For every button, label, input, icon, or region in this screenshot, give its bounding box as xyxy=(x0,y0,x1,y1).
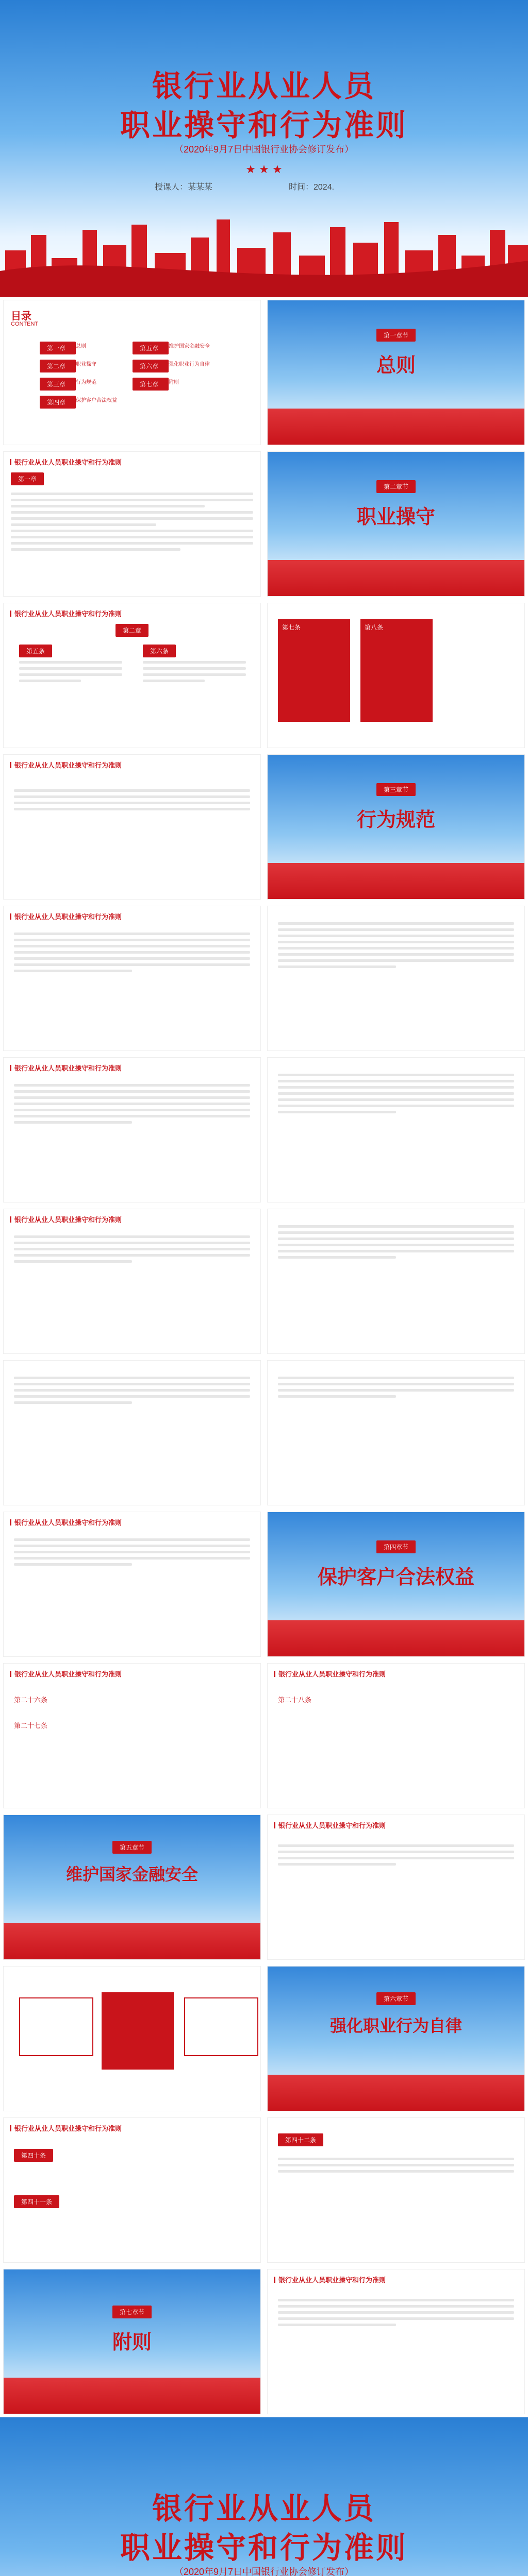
content-slide xyxy=(267,1209,525,1354)
city-band xyxy=(268,2075,524,2111)
running-header: 银行业从业人员职业操守和行为准则 xyxy=(10,1517,122,1527)
contents-item[interactable]: 附则 xyxy=(169,380,179,385)
red-ribbon-graphic xyxy=(0,240,528,297)
article-card xyxy=(19,1997,93,2056)
content-slide-chapter2-a xyxy=(3,603,261,748)
running-header: 银行业从业人员职业操守和行为准则 xyxy=(274,2275,386,2284)
article-label: 第四十二条 xyxy=(278,2133,323,2146)
section-slide-3 xyxy=(267,754,525,900)
closing-title-line2: 职业操守和行为准则 xyxy=(120,2531,408,2565)
stars-decoration: ★ ★ ★ xyxy=(245,163,283,176)
row-chapter2 xyxy=(0,600,528,751)
section-tag: 第六章节 xyxy=(376,1992,416,2005)
cover-speaker: 授课人：某某某 xyxy=(155,183,213,192)
row-contents xyxy=(0,297,528,448)
section-title: 维护国家金融安全 xyxy=(65,1865,198,1884)
contents-item[interactable]: 职业操守 xyxy=(76,362,96,367)
article-label: 第六条 xyxy=(143,645,176,657)
contents-item[interactable]: 强化职业行为自律 xyxy=(169,362,210,367)
content-slide-chapter6-b xyxy=(267,2117,525,2263)
section-slide-2 xyxy=(267,451,525,597)
content-slide-chapter1 xyxy=(3,451,261,597)
row-section7 xyxy=(0,2266,528,2417)
article-label: 第二十七条 xyxy=(14,1722,48,1730)
section-tag: 第七章节 xyxy=(112,2306,152,2318)
city-band xyxy=(268,863,524,899)
running-header: 银行业从业人员职业操守和行为准则 xyxy=(10,760,122,770)
city-band xyxy=(4,2378,260,2414)
content-slide xyxy=(3,1057,261,1202)
chapter-label: 第二章 xyxy=(116,624,148,637)
closing-title-line1: 银行业从业人员 xyxy=(152,2492,376,2526)
contents-item[interactable]: 第一章 xyxy=(40,342,76,354)
row-section6 xyxy=(0,1963,528,2114)
section-title: 行为规范 xyxy=(356,809,435,831)
content-slide xyxy=(3,906,261,1051)
cover-time: 时间：2024. xyxy=(289,183,335,192)
content-slide-chapter2-b xyxy=(267,603,525,748)
closing-slide xyxy=(0,2417,528,2576)
city-band xyxy=(268,1620,524,1656)
article-card xyxy=(184,1997,258,2056)
content-slide xyxy=(3,1209,261,1354)
section-slide-6 xyxy=(267,1966,525,2111)
section-tag: 第三章节 xyxy=(376,783,416,796)
cover-title-line1: 银行业从业人员 xyxy=(152,70,376,103)
contents-item[interactable]: 第五章 xyxy=(133,342,169,354)
article-card xyxy=(102,1992,174,2070)
running-header: 银行业从业人员职业操守和行为准则 xyxy=(10,1063,122,1073)
contents-badge: 目录 xyxy=(11,311,31,322)
contents-item[interactable]: 第四章 xyxy=(40,396,76,409)
running-header: 银行业从业人员职业操守和行为准则 xyxy=(10,457,122,467)
row-chapter4 xyxy=(0,1660,528,1811)
closing-subtitle: （2020年9月7日中国银行业协会修订发布） xyxy=(174,2567,354,2576)
row-chapter3-b xyxy=(0,1054,528,1206)
city-band xyxy=(4,1923,260,1959)
running-header: 银行业从业人员职业操守和行为准则 xyxy=(274,1669,386,1679)
content-slide-chapter4-b xyxy=(267,1663,525,1808)
article-label: 第四十条 xyxy=(14,2149,53,2162)
content-slide xyxy=(267,1057,525,1202)
content-slide xyxy=(3,1512,261,1657)
content-slide xyxy=(267,1360,525,1505)
row-section5 xyxy=(0,1811,528,1963)
section-title: 总则 xyxy=(376,355,416,377)
contents-item[interactable]: 第二章 xyxy=(40,360,76,372)
article-card: 第八条 xyxy=(360,619,433,722)
article-card: 第七条 xyxy=(278,619,350,722)
row-chapter1 xyxy=(0,448,528,600)
section-title: 附则 xyxy=(112,2332,152,2353)
running-header: 银行业从业人员职业操守和行为准则 xyxy=(10,2123,122,2133)
contents-badge-en: CONTENT xyxy=(11,321,39,327)
section-slide-1 xyxy=(267,300,525,445)
row-chapter6 xyxy=(0,2114,528,2266)
contents-item[interactable]: 总则 xyxy=(76,344,86,349)
section-title: 强化职业行为自律 xyxy=(329,2016,462,2035)
article-label: 第四十一条 xyxy=(14,2195,59,2208)
row-section4 xyxy=(0,1509,528,1660)
article-label: 第五条 xyxy=(19,645,52,657)
content-slide xyxy=(3,1360,261,1505)
section-tag: 第五章节 xyxy=(112,1841,152,1854)
contents-item[interactable]: 保护客户合法权益 xyxy=(76,398,117,403)
running-header: 银行业从业人员职业操守和行为准则 xyxy=(10,1214,122,1224)
chapter-label: 第一章 xyxy=(11,472,44,485)
running-header: 银行业从业人员职业操守和行为准则 xyxy=(10,608,122,618)
contents-item[interactable]: 第七章 xyxy=(133,378,169,391)
running-header: 银行业从业人员职业操守和行为准则 xyxy=(10,1669,122,1679)
contents-item[interactable]: 行为规范 xyxy=(76,380,96,385)
section-slide-5 xyxy=(3,1815,261,1960)
contents-item[interactable]: 第六章 xyxy=(133,360,169,372)
city-band xyxy=(268,560,524,596)
section-title: 保护客户合法权益 xyxy=(317,1567,474,1588)
section-tag: 第二章节 xyxy=(376,480,416,493)
contents-slide xyxy=(3,300,261,445)
section-tag: 第一章节 xyxy=(376,329,416,342)
content-slide-chapter6-a xyxy=(3,2117,261,2263)
section-slide-4 xyxy=(267,1512,525,1657)
contents-item[interactable]: 维护国家金融安全 xyxy=(169,344,210,349)
cover-title-line2: 职业操守和行为准则 xyxy=(120,109,408,142)
running-header: 银行业从业人员职业操守和行为准则 xyxy=(10,911,122,921)
city-band xyxy=(268,409,524,445)
row-chapter3-d xyxy=(0,1357,528,1509)
row-chapter3-c xyxy=(0,1206,528,1357)
content-slide-chapter2-c xyxy=(3,754,261,900)
content-slide xyxy=(267,906,525,1051)
content-slide xyxy=(267,1815,525,1960)
content-slide xyxy=(3,1966,261,2111)
row-section3 xyxy=(0,751,528,903)
cover-slide xyxy=(0,0,528,297)
row-chapter3-a xyxy=(0,903,528,1054)
section-title: 职业操守 xyxy=(356,506,435,528)
content-slide-chapter4-a xyxy=(3,1663,261,1808)
article-label: 第二十六条 xyxy=(14,1696,48,1704)
section-slide-7 xyxy=(3,2269,261,2414)
running-header: 银行业从业人员职业操守和行为准则 xyxy=(274,1820,386,1830)
cover-subtitle: （2020年9月7日中国银行业协会修订发布） xyxy=(174,144,354,155)
contents-item[interactable]: 第三章 xyxy=(40,378,76,391)
article-label: 第二十八条 xyxy=(278,1696,312,1704)
content-slide xyxy=(267,2269,525,2414)
section-tag: 第四章节 xyxy=(376,1540,416,1553)
